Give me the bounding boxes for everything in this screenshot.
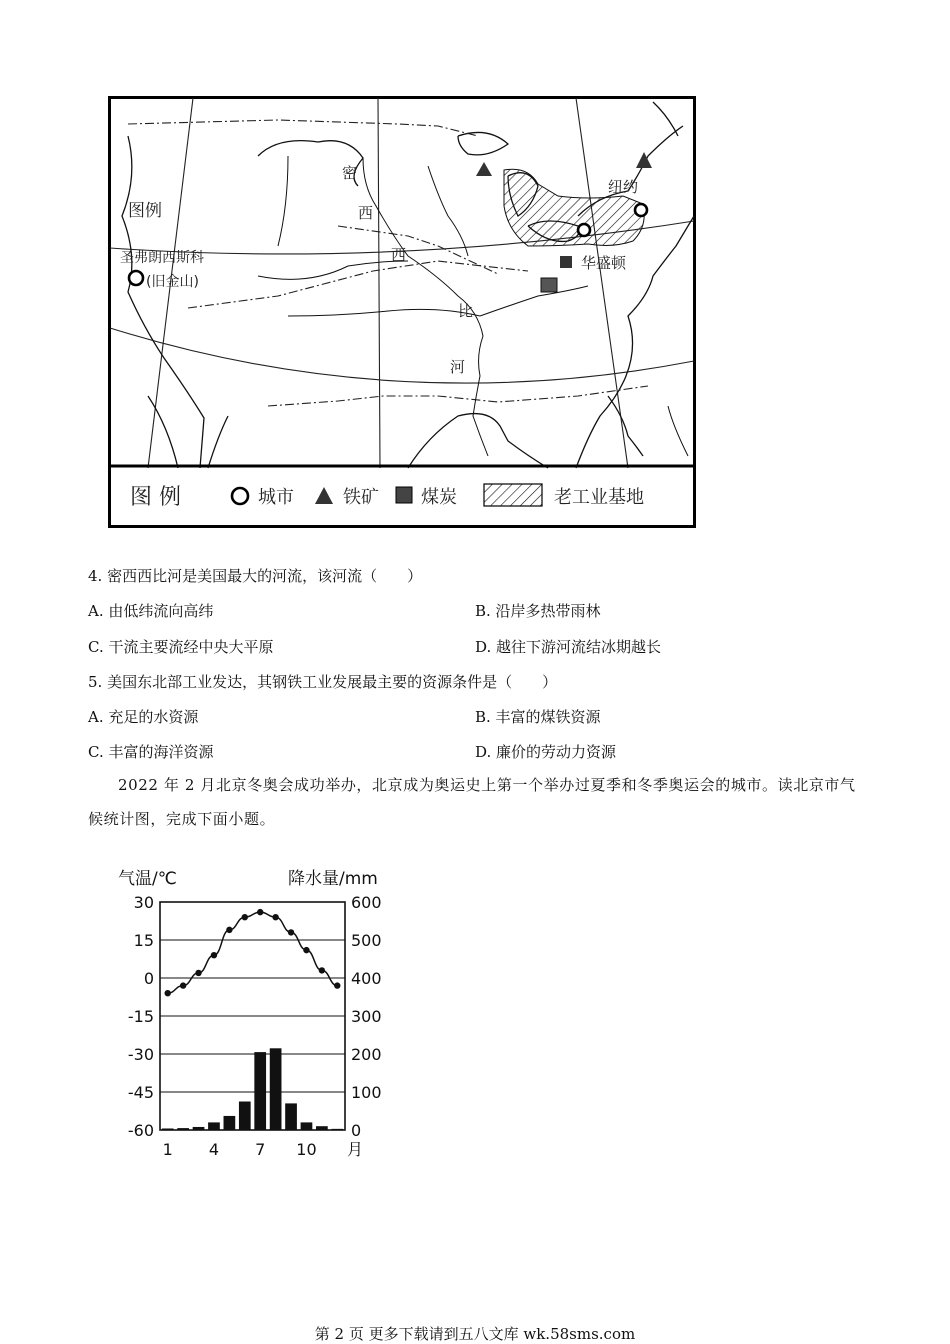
new-york-label: 纽约 (608, 178, 639, 196)
precipitation-bar (239, 1102, 251, 1131)
precipitation-bar (301, 1122, 313, 1130)
temperature-point (288, 929, 294, 935)
month-tick-label: 10 (296, 1140, 317, 1159)
san-francisco-label: 圣弗朗西斯科 (120, 250, 204, 266)
legend-coal-label: 煤炭 (421, 487, 457, 508)
precipitation-tick-label: 400 (351, 969, 382, 988)
legend-coal-icon (396, 487, 412, 503)
precipitation-bar (331, 1129, 343, 1130)
city-san-francisco-marker (129, 271, 143, 285)
month-unit-label: 月 (347, 1140, 364, 1159)
month-tick-label: 4 (208, 1140, 220, 1159)
precipitation-tick-label: 500 (351, 931, 382, 950)
page-footer: 第 2 页 更多下载请到五八文库 wk.58sms.com (314, 1325, 636, 1343)
precipitation-bar (285, 1103, 297, 1130)
precipitation-tick-label: 100 (351, 1083, 382, 1102)
inner-legend-title: 图例 (128, 201, 162, 221)
precipitation-tick-label: 600 (351, 893, 382, 912)
river-label-3: 西 (391, 246, 407, 264)
precipitation-bar (193, 1127, 205, 1130)
precipitation-bar (224, 1116, 236, 1130)
temperature-tick-label: 30 (133, 893, 154, 912)
precipitation-bar (162, 1128, 174, 1130)
question-4-option-b[interactable]: B. 沿岸多热带雨林 (475, 602, 601, 620)
precipitation-bar (254, 1052, 266, 1130)
legend-title: 图 例 (130, 485, 181, 510)
river-label-5: 河 (450, 358, 466, 376)
temperature-tick-label: -60 (127, 1121, 154, 1140)
precipitation-tick-label: 300 (351, 1007, 382, 1026)
legend-city-label: 城市 (258, 487, 294, 508)
washington-label: 华盛顿 (581, 254, 627, 272)
temperature-axis-label: 气温/℃ (118, 869, 177, 889)
temperature-point (226, 927, 232, 933)
temperature-tick-label: -45 (127, 1083, 154, 1102)
city-washington-marker (578, 224, 590, 236)
san-francisco-sub-label: (旧金山) (146, 274, 199, 290)
legend-industrial-icon (484, 484, 542, 506)
legend-industrial-label: 老工业基地 (554, 487, 644, 508)
temperature-point (211, 952, 217, 958)
question-4-option-c[interactable]: C. 干流主要流经中央大平原 (88, 638, 274, 656)
coal-marker (560, 256, 572, 268)
precipitation-bars (162, 1048, 343, 1130)
precipitation-tick-label: 200 (351, 1045, 382, 1064)
temperature-point (165, 990, 171, 996)
question-4-option-d[interactable]: D. 越往下游河流结冰期越长 (475, 638, 662, 656)
river-label-2: 西 (358, 204, 374, 222)
coal-marker (541, 278, 557, 292)
temperature-tick-label: 15 (133, 931, 154, 950)
precipitation-tick-label: 0 (351, 1121, 362, 1140)
question-5-option-b[interactable]: B. 丰富的煤铁资源 (475, 708, 601, 726)
usa-industry-map (108, 96, 696, 528)
temperature-point (180, 982, 186, 988)
precipitation-bar (270, 1048, 282, 1130)
question-4-option-a[interactable]: A. 由低纬流向高纬 (88, 602, 214, 620)
precipitation-axis-label: 降水量/mm (288, 869, 378, 889)
temperature-point (303, 947, 309, 953)
precipitation-bar (208, 1122, 220, 1130)
chart-frame (160, 902, 345, 1130)
question-5-stem: 5. 美国东北部工业发达，其钢铁工业发展最主要的资源条件是（ ） (88, 673, 558, 691)
temperature-point (195, 970, 201, 976)
question-4-stem: 4. 密西西比河是美国最大的河流，该河流（ ） (88, 567, 423, 585)
question-5-option-d[interactable]: D. 廉价的劳动力资源 (475, 743, 617, 761)
river-label-4: 比 (458, 302, 474, 320)
temperature-tick-label: 0 (143, 969, 154, 988)
temperature-point (272, 914, 278, 920)
city-new-york-marker (635, 204, 647, 216)
temperature-point (319, 967, 325, 973)
precipitation-bar (316, 1126, 328, 1130)
temperature-curve (165, 909, 341, 996)
river-label-1: 密 (342, 164, 358, 182)
question-5-option-c[interactable]: C. 丰富的海洋资源 (88, 743, 214, 761)
temperature-tick-label: -15 (127, 1007, 154, 1026)
beijing-climate-chart (112, 862, 402, 1162)
question-5-option-a[interactable]: A. 充足的水资源 (88, 708, 199, 726)
legend-city-icon (232, 488, 248, 504)
temperature-point (242, 914, 248, 920)
month-tick-label: 7 (255, 1140, 266, 1159)
temperature-line (168, 912, 338, 993)
precipitation-bar (177, 1128, 189, 1130)
temperature-tick-label: -30 (127, 1045, 154, 1064)
temperature-point (334, 982, 340, 988)
month-tick-label: 1 (162, 1140, 173, 1159)
temperature-point (257, 909, 263, 915)
passage-text: 2022 年 2 月北京冬奥会成功举办，北京成为奥运史上第一个举办过夏季和冬季奥运会的城市。读北京市气候统计图，完成下面小题。 (88, 776, 856, 828)
legend-iron-label: 铁矿 (343, 487, 379, 508)
